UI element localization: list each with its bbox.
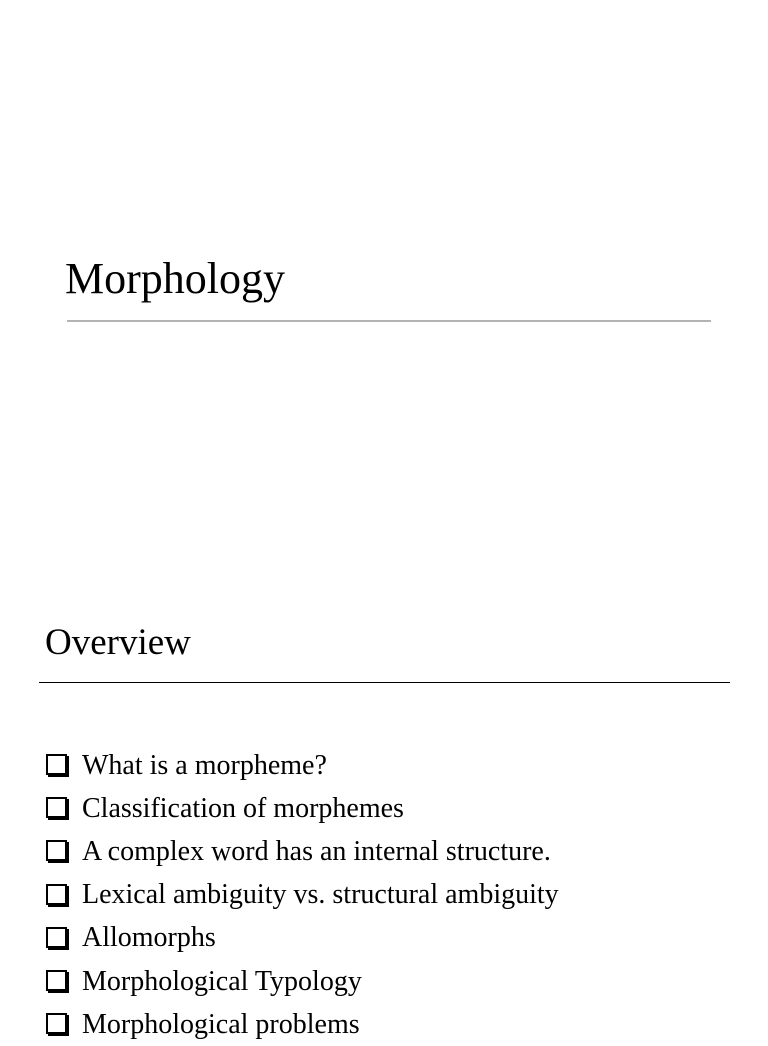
overview-heading: Overview [45, 622, 191, 663]
list-item [46, 787, 559, 830]
title-divider [67, 320, 711, 322]
list-item [46, 960, 559, 1003]
list-item-label: Classification of morphemes [82, 792, 404, 824]
list-item [46, 830, 559, 873]
list-item [46, 744, 559, 787]
list-item-label: Lexical ambiguity vs. structural ambiguity [82, 879, 559, 911]
list-item-label: What is a morpheme? [82, 749, 327, 781]
list-item-label: Morphological Typology [82, 965, 362, 997]
checkbox-icon [46, 754, 67, 775]
slide-title: Morphology [65, 254, 285, 303]
checkbox-icon [46, 1013, 67, 1034]
checkbox-icon [46, 840, 67, 861]
list-item-label: Morphological problems [82, 1008, 360, 1040]
overview-divider [39, 682, 730, 683]
checkbox-icon [46, 970, 67, 991]
overview-list [46, 744, 559, 1046]
list-item [46, 1003, 559, 1046]
checkbox-icon [46, 927, 67, 948]
list-item [46, 917, 559, 960]
list-item-label: A complex word has an internal structure. [82, 835, 551, 867]
list-item [46, 874, 559, 917]
checkbox-icon [46, 797, 67, 818]
list-item-label: Allomorphs [82, 922, 216, 954]
checkbox-icon [46, 884, 67, 905]
